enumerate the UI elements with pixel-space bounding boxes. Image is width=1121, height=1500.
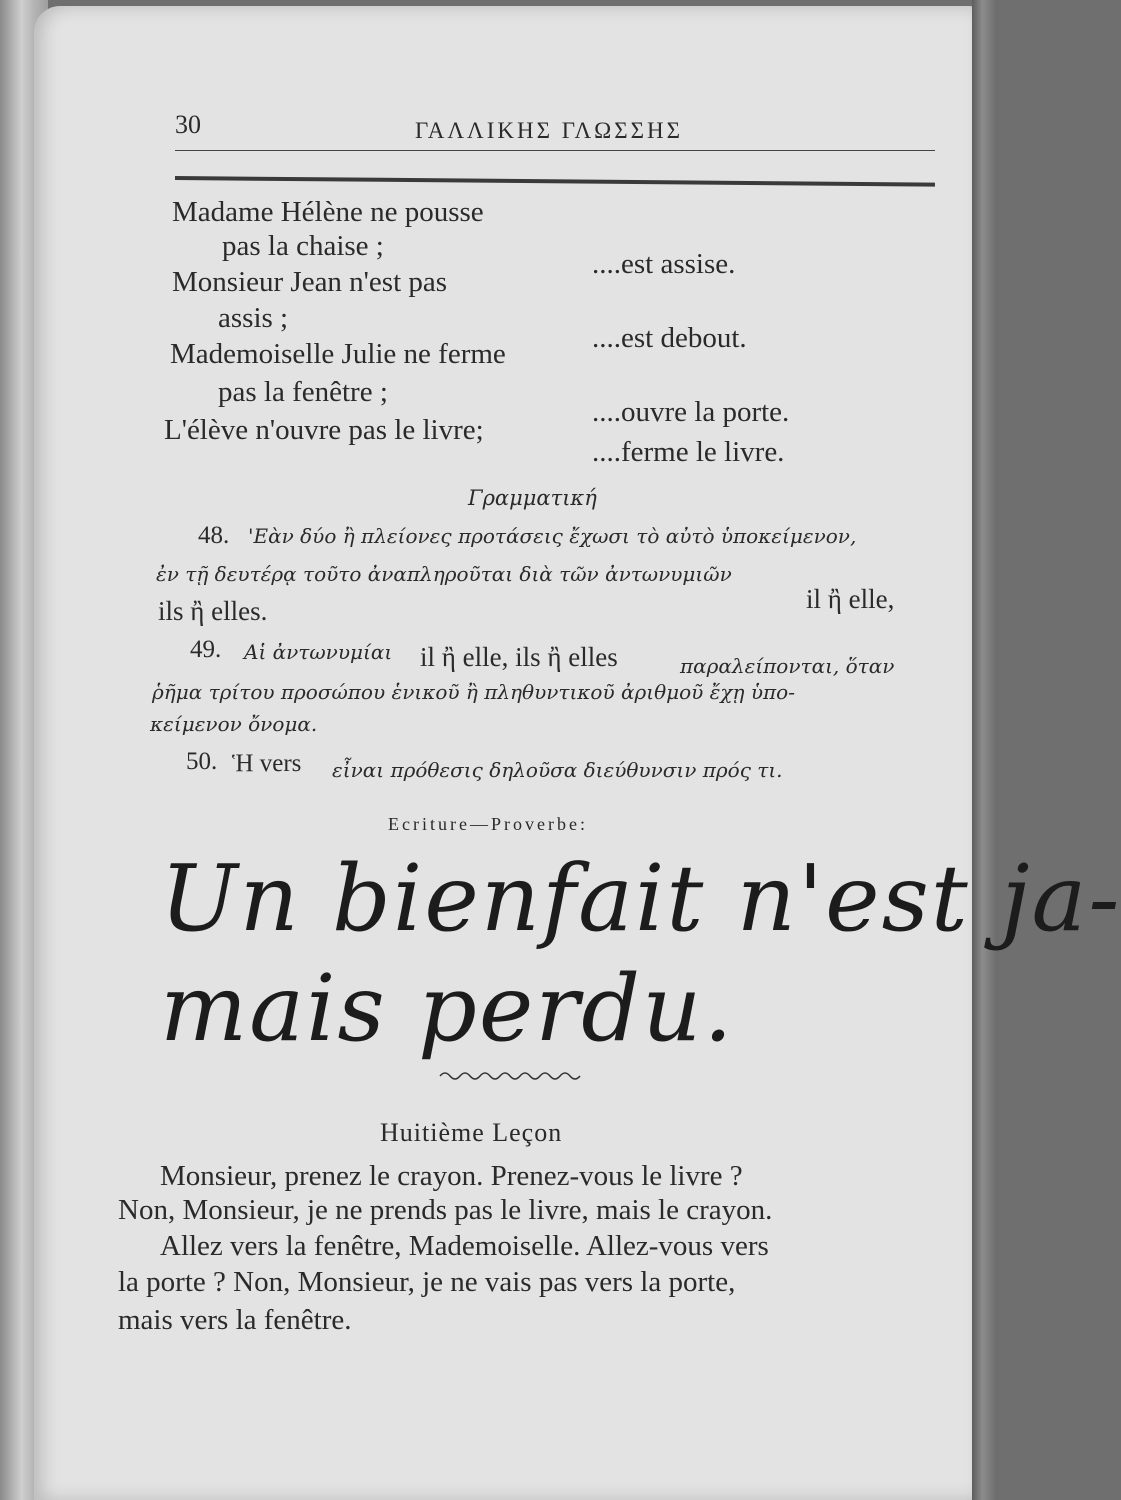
rule-text: ῥῆμα τρίτου προσώπου ἑνικοῦ ἢ πληθυντικοῦ ἀριθμοῦ ἔχῃ ὑπο-	[152, 680, 795, 704]
lesson-line: Non, Monsieur, je ne prends pas le livre, mais le crayon.	[118, 1194, 773, 1226]
exercise-left-line: Monsieur Jean n'est pas	[172, 266, 448, 298]
rule-text: il ἢ elle, ils ἢ elles	[420, 642, 618, 672]
exercise-right-line: ....ferme le livre.	[592, 436, 785, 468]
exercise-left-line: Madame Hélène ne pousse	[172, 196, 484, 228]
exercise-left-line: assis ;	[218, 302, 289, 334]
header-rule-thin	[175, 150, 935, 151]
rule-text: ils ἢ elles.	[158, 596, 268, 626]
rule-text: παραλείπονται, ὅταν	[680, 654, 895, 678]
page-number: 30	[175, 110, 201, 139]
exercise-left-line: L'élève n'ouvre pas le livre;	[164, 414, 484, 446]
page-edge	[972, 0, 998, 1500]
exercise-right-line: ....est assise.	[592, 248, 736, 280]
rule-number: 50.	[186, 748, 218, 775]
wavy-divider	[440, 1070, 580, 1082]
proverb-script-line: Un bienfait n'est ja-	[160, 845, 1121, 952]
rule-text: κείμενον ὄνομα.	[150, 712, 318, 736]
lesson-title: Huitième Leçon	[380, 1118, 563, 1147]
lesson-line: Allez vers la fenêtre, Mademoiselle. Allez-vous vers	[160, 1230, 769, 1262]
exercise-right-line: ....ouvre la porte.	[592, 396, 790, 428]
rule-number: 48.	[198, 522, 230, 549]
rule-text: Ἡ vers	[232, 750, 302, 777]
exercise-left-line: Mademoiselle Julie ne ferme	[170, 338, 506, 370]
lesson-line: Monsieur, prenez le crayon. Prenez-vous le livre ?	[160, 1160, 743, 1192]
exercise-left-line: pas la fenêtre ;	[218, 376, 388, 408]
lesson-line: mais vers la fenêtre.	[118, 1304, 352, 1336]
writing-label: Ecriture—Proverbe:	[388, 814, 588, 834]
rule-text: εἶναι πρόθεσις δηλοῦσα διεύθυνσιν πρός τι.	[332, 758, 783, 782]
exercise-left-line: pas la chaise ;	[222, 230, 384, 262]
rule-text: ἐν τῇ δευτέρᾳ τοῦτο ἀναπληροῦται διὰ τῶν ἀντωνυμιῶν	[156, 562, 732, 586]
rule-number: 49.	[190, 636, 222, 663]
rule-text: Αἱ ἀντωνυμίαι	[244, 640, 393, 664]
exercise-right-line: ....est debout.	[592, 322, 747, 354]
rule-text: il ἢ elle,	[806, 584, 895, 614]
running-title: ΓΑΛΛΙΚΗΣ ΓΛΩΣΣΗΣ	[415, 118, 683, 143]
rule-text: 'Εὰν δύο ἢ πλείονες προτάσεις ἔχωσι τὸ αὐτὸ ὑποκείμενον,	[248, 524, 857, 548]
grammar-heading: Γραμματική	[468, 486, 597, 510]
proverb-script-line: mais perdu.	[160, 955, 735, 1062]
lesson-line: la porte ? Non, Monsieur, je ne vais pas vers la porte,	[118, 1266, 736, 1298]
